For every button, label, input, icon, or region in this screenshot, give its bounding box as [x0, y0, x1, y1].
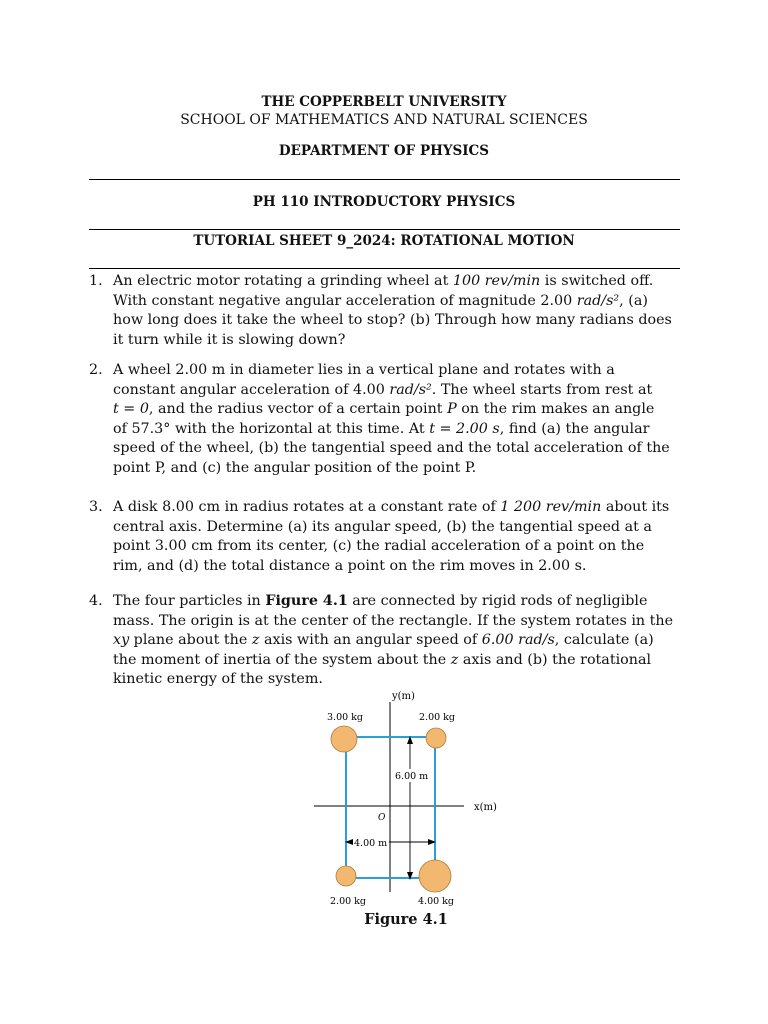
- width-label: 4.00 m: [354, 838, 388, 849]
- question-line: [113, 400, 680, 420]
- text-segment: plane about the: [129, 632, 252, 648]
- mass-label-top-left: 3.00 kg: [327, 712, 364, 723]
- question-number: 4.: [89, 593, 103, 609]
- text-segment: A disk 8.00 cm in radius rotates at a constant rate of: [113, 499, 501, 515]
- math-expression: t = 2.00 s: [429, 420, 500, 437]
- text-segment: of 57.3° with the horizontal at this time. At: [113, 420, 430, 437]
- question-text: [113, 361, 680, 478]
- particle-bottom-left: [336, 866, 356, 886]
- y-axis-label: y(m): [392, 691, 415, 702]
- question-text: [113, 592, 680, 690]
- math-expression: 1 200 rev/min: [500, 499, 602, 515]
- question-line: [113, 311, 680, 331]
- question-line: [113, 557, 680, 577]
- question-line: [113, 420, 680, 440]
- figure-reference: Figure 4.1: [265, 593, 348, 609]
- origin-label: O: [378, 813, 386, 823]
- text-segment: about its: [601, 499, 670, 515]
- question-line: [113, 651, 680, 671]
- math-expression: xy: [113, 632, 130, 648]
- text-segment: speed of the wheel, (b) the tangential speed and the total acceleration of the: [113, 440, 670, 456]
- text-segment: mass. The origin is at the center of the rectangle. If the system rotates in the: [113, 612, 674, 629]
- header-divider-top: [89, 179, 680, 180]
- question-line: [113, 537, 680, 557]
- text-segment: point 3.00 cm from its center, (c) the radial acceleration of a point on the: [113, 538, 645, 554]
- question-line: [113, 459, 680, 479]
- text-segment: , calculate (a): [554, 632, 654, 648]
- question-number: 2.: [89, 362, 103, 378]
- question-text: [113, 272, 680, 350]
- text-segment: is switched off.: [540, 273, 654, 289]
- text-segment: axis and (b) the rotational: [458, 651, 652, 668]
- question-line: [113, 612, 680, 632]
- question-text: [113, 498, 680, 576]
- text-segment: are connected by rigid rods of negligible: [347, 593, 648, 609]
- course-title: PH 110 INTRODUCTORY PHYSICS: [252, 194, 516, 210]
- math-expression: P: [447, 401, 457, 417]
- text-segment: central axis. Determine (a) its angular speed, (b) the tangential speed at a: [113, 518, 652, 535]
- height-label: 6.00 m: [395, 771, 429, 782]
- question-line: [113, 331, 680, 351]
- header-divider-bottom: [89, 268, 680, 269]
- text-segment: , and the radius vector of a certain point: [148, 401, 448, 417]
- question-line: [113, 439, 680, 459]
- university-title: THE COPPERBELT UNIVERSITY: [261, 94, 507, 110]
- question-number: 3.: [89, 499, 103, 515]
- text-segment: A wheel 2.00 m in diameter lies in a vertical plane and rotates with a: [113, 362, 615, 378]
- question-line: [113, 361, 680, 381]
- math-expression: rad/s²: [576, 292, 620, 309]
- question-4: [89, 592, 680, 690]
- question-line: [113, 631, 680, 651]
- school-title: SCHOOL OF MATHEMATICS AND NATURAL SCIENCES: [180, 112, 588, 128]
- text-segment: , find (a) the angular: [499, 420, 650, 437]
- text-segment: the moment of inertia of the system about the: [113, 651, 451, 668]
- mass-label-bottom-left: 2.00 kg: [330, 896, 367, 907]
- math-expression: rad/s²: [389, 381, 432, 398]
- text-segment: axis with an angular speed of: [259, 632, 482, 648]
- text-segment: constant angular acceleration of 4.00: [113, 381, 390, 398]
- question-1: [89, 272, 680, 350]
- math-expression: 6.00 rad/s: [481, 632, 555, 648]
- text-segment: . The wheel starts from rest at: [431, 381, 653, 398]
- text-segment: kinetic energy of the system.: [113, 671, 323, 687]
- text-segment: , (a): [619, 292, 648, 309]
- text-segment: The four particles in: [113, 593, 266, 609]
- mass-label-bottom-right: 4.00 kg: [418, 896, 455, 907]
- question-2: [89, 361, 680, 478]
- text-segment: With constant negative angular acceleration of magnitude 2.00: [113, 292, 577, 309]
- question-number: 1.: [89, 273, 103, 289]
- sheet-title: TUTORIAL SHEET 9_2024: ROTATIONAL MOTION: [193, 233, 575, 249]
- mass-label-top-right: 2.00 kg: [419, 712, 456, 723]
- department-title: DEPARTMENT OF PHYSICS: [278, 143, 490, 159]
- figure-4-1-diagram: [300, 686, 500, 936]
- header-divider-middle: [89, 229, 680, 230]
- math-expression: 100 rev/min: [452, 273, 541, 289]
- question-line: [113, 498, 680, 518]
- text-segment: on the rim makes an angle: [456, 401, 655, 417]
- question-line: [113, 592, 680, 612]
- text-segment: rim, and (d) the total distance a point on the rim moves in 2.00 s.: [113, 557, 587, 574]
- question-3: [89, 498, 680, 576]
- question-line: [113, 381, 680, 401]
- question-line: [113, 518, 680, 538]
- math-expression: z: [450, 651, 459, 668]
- question-line: [113, 272, 680, 292]
- text-segment: how long does it take the wheel to stop? (b) Through how many radians does: [113, 312, 672, 328]
- text-segment: An electric motor rotating a grinding wheel at: [113, 273, 453, 289]
- math-expression: t = 0: [113, 401, 149, 417]
- x-axis-label: x(m): [474, 802, 497, 813]
- math-expression: z: [251, 632, 260, 648]
- particle-bottom-right: [419, 860, 451, 892]
- particle-top-left: [331, 726, 357, 752]
- question-line: [113, 292, 680, 312]
- particle-top-right: [426, 728, 446, 748]
- text-segment: point P, and (c) the angular position of the point P.: [113, 459, 477, 476]
- text-segment: it turn while it is slowing down?: [113, 331, 346, 348]
- figure-caption: Figure 4.1: [364, 911, 448, 928]
